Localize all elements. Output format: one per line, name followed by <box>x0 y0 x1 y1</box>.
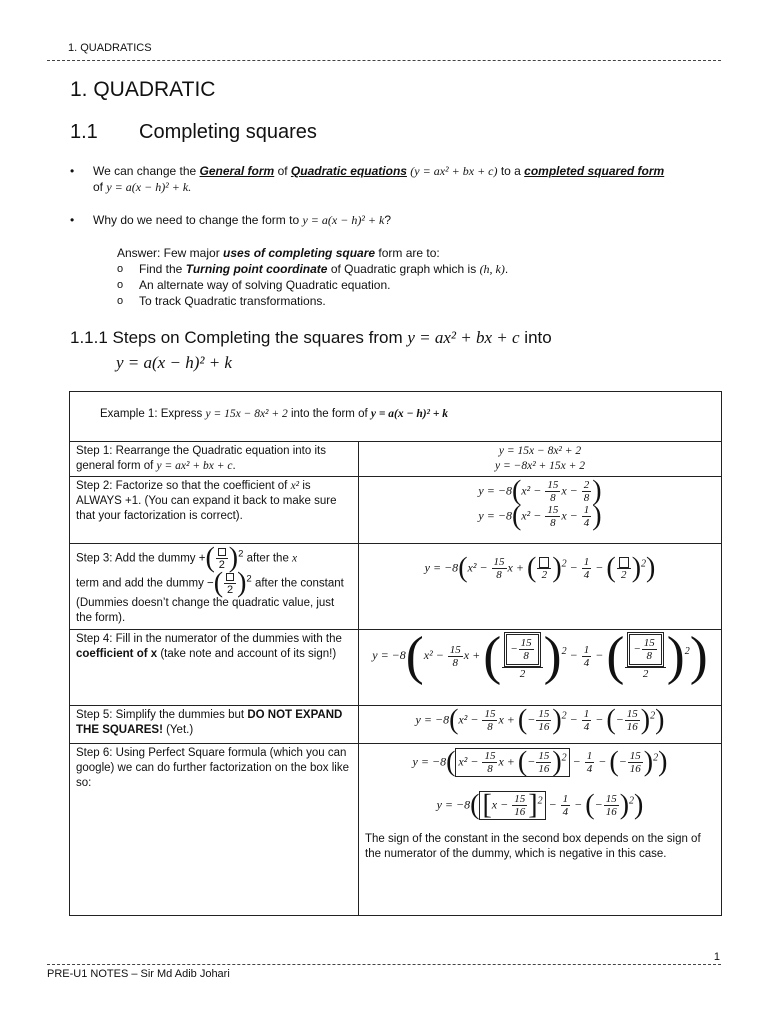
circle-bullet-icon: o <box>117 279 124 291</box>
bullet-icon: • <box>70 213 75 227</box>
section-number: 1.1 <box>70 121 98 143</box>
step6-note: The sign of the constant in the second box depends on the sign of the numerator of the dummy, which is negative in this case. <box>365 833 701 860</box>
example-row: Example 1: Express y = 15x − 8x² + 2 into the form of y = a(x − h)² + k <box>70 392 722 442</box>
footer-divider <box>47 964 721 965</box>
subsection-heading: 1.1.1 Steps on Completing the squares from y = ax² + bx + c into <box>70 328 552 347</box>
page-number: 1 <box>713 951 720 963</box>
step4-text: Step 4: Fill in the numerator of the dummies with the coefficient of x (take note and account of its sign!) <box>70 630 359 706</box>
step2-math: y = −8(x² − $\frac{15}{8}$ x − $\frac{2}{8}$ ) y = −8(x² − $\frac{15}{8}$ x − $\frac{1}{4}$ ) <box>359 477 722 544</box>
step1-text: Step 1: Rearrange the Quadratic equation into its general form of y = ax² + bx + c. <box>70 442 359 477</box>
steps-table <box>69 391 722 916</box>
footer-notes: PRE-U1 NOTES – Sir Md Adib Johari <box>47 968 230 980</box>
step5-text: Step 5: Simplify the dummies but DO NOT EXPAND THE SQUARES! (Yet.) <box>70 706 359 744</box>
step4-math: y = −8(x² − $\frac{15}{8}$ x + ( − $\frac{15}{8}$ 2 )$^2$ − $\frac{1}{4}$ − ( − $\frac{15}{8}$ 2 )$^2$) <box>359 630 722 706</box>
subsection-heading-target: y = a(x − h)² + k <box>116 353 232 372</box>
circle-bullet-icon: o <box>117 263 124 275</box>
use-item: To track Quadratic transformations. <box>139 294 326 308</box>
step6-text: Step 6: Using Perfect Square formula (which you can google) we can do further factorization on the box like so: <box>70 744 359 916</box>
bullet-icon: • <box>70 164 75 178</box>
answer-line: Answer: Few major uses of completing square form are to: <box>117 246 440 260</box>
step3-math: y = −8(x² − $\frac{15}{8}$ x + ( 2 )$^2$ − $\frac{1}{4}$ − ( 2 )$^2$) <box>359 544 722 630</box>
running-header: 1. QUADRATICS <box>68 42 152 54</box>
step1-math: y = 15x − 8x² + 2 y = −8x² + 15x + 2 <box>359 442 722 477</box>
bullet-why: Why do we need to change the form to y = a(x − h)² + k? <box>93 213 392 227</box>
bullet-general-form: We can change the General form of Quadratic equations (y = ax² + bx + c) to a completed squared form of y = a(x − h)² + k. <box>93 164 665 194</box>
header-divider <box>47 60 721 61</box>
use-item: Find the Turning point coordinate of Quadratic graph which is (h, k). <box>139 262 509 276</box>
step3-text: Step 3: Add the dummy +( 2 )$^2$ after the x term and add the dummy −( 2 )$^2$ after the constant (Dummies doesn’t change the quadratic value, just the form). <box>70 544 359 630</box>
step5-math: y = −8(x² − $\frac{15}{8}$ x + (− $\frac{15}{16}$ )$^2$ − $\frac{1}{4}$ − (− $\frac{15}{16}$ )$^2$) <box>359 706 722 744</box>
section-title: Completing squares <box>139 121 317 143</box>
chapter-heading: 1. QUADRATIC <box>70 78 216 101</box>
circle-bullet-icon: o <box>117 295 124 307</box>
use-item: An alternate way of solving Quadratic equation. <box>139 278 391 292</box>
step2-text: Step 2: Factorize so that the coefficient of x² is ALWAYS +1. (You can expand it back to make sure that your factorization is correct). <box>70 477 359 544</box>
step6-math: y = −8( x² − $\frac{15}{8}$ x + (− $\frac{15}{16}$ )$^2$ − $\frac{1}{4}$ − (− $\frac{15}{16}$ )$^2$) y = −8( [x − $\frac{15}{16}$ ]$^2$ − $\frac{1}{4}$ − (− $\frac{15}{16}$ )$^2$) The sign of the constant in the second box depends on the sign of the numerator of the dummy, which is negative in this case. <box>359 744 722 916</box>
